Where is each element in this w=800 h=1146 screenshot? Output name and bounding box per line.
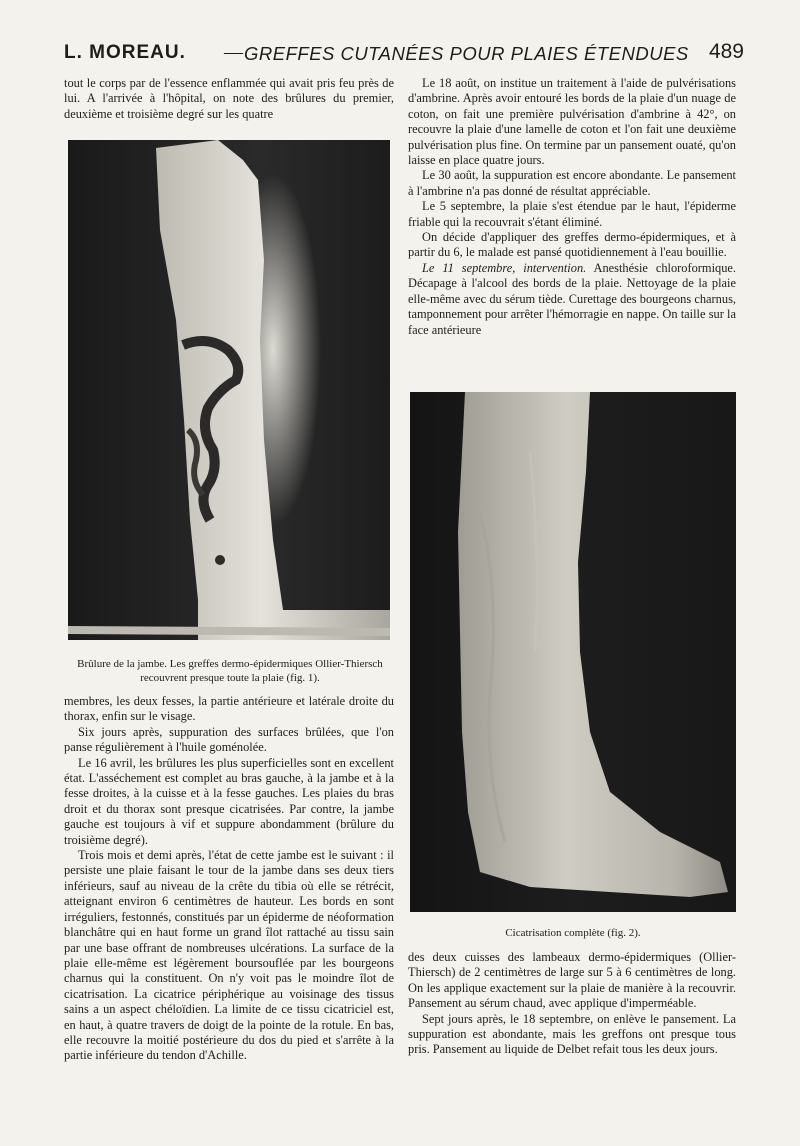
running-header <box>64 42 744 72</box>
header-author: L. MOREAU. <box>64 42 186 63</box>
leg-illustration-2 <box>410 392 736 912</box>
right-column-bottom <box>408 950 736 1058</box>
paragraph: membres, les deux fesses, la partie antérieure et latérale droite du thorax, enfin sur le visage. <box>64 694 394 724</box>
leg-illustration-1 <box>68 140 390 640</box>
paragraph: Le 5 septembre, la plaie s'est étendue par le haut, l'épiderme friable qui la recouvrait s'étant éliminé. <box>408 199 736 229</box>
right-column-top <box>408 76 736 338</box>
paragraph-intervention <box>408 261 736 338</box>
paragraph: Le 30 août, la suppuration est encore abondante. Le pansement à l'ambrine n'a pas donné de résultat appréciable. <box>408 168 736 198</box>
page-number: 489 <box>708 40 744 63</box>
paragraph: Le 18 août, on institue un traitement à l'aide de pulvérisations d'ambrine. Après avoir entouré les bords de la plaie d'un nuage de coton, on fait une première pulvérisation d'ambrine à 42°, on recouvre la plaie d'une lamelle de coton et l'on fait une deuxième pulvérisation plus fine. On termine par un pansement ouaté, qu'on laisse en place quatre jours. <box>408 76 736 168</box>
left-column-top <box>64 76 394 122</box>
left-column-bottom <box>64 694 394 1064</box>
paragraph: Six jours après, suppuration des surfaces brûlées, que l'on panse régulièrement à l'huile goménolée. <box>64 724 394 755</box>
figure-1-caption: Brûlure de la jambe. Les greffes dermo-épidermiques Ollier-Thiersch recouvrent presque toute la plaie (fig. 1). <box>77 658 383 684</box>
paragraph: Trois mois et demi après, l'état de cette jambe est le suivant : il persiste une plaie faisant le tour de la jambe dans ses deux tiers inférieurs, sauf au niveau de la crête du tibia où elle se rétrécit, atteignant environ 6 centimètres de hauteur. Les bords en sont irréguliers, festonnés, constitués par un épiderme de néoformation blanchâtre qui en haut forme un grand îlot rattaché au tissu sain par une base offrant de nombreuses ulcérations. La surface de la plaie elle-même est légèrement boursouflée par les bourgeons charnus qui la constituent. On n'y voit pas le moindre îlot de cicatrisation. La cicatrice périphérique au voisinage des tissus sains a un aspect chéloïdien. La limite de ce tissu cicatriciel est, en haut, à quatre travers de doigt de la pointe de la rotule. En bas, elle recouvre la moitié postérieure du dos du pied et s'arrête à la partie inférieure du tendon d'Achille. <box>64 848 394 1063</box>
paragraph: des deux cuisses des lambeaux dermo-épidermiques (Ollier-Thiersch) de 2 centimètres de large sur 5 à 6 centimètres de long. On les applique exactement sur la plaie de manière à la recouvrir. Pansement au sérum chaud, avec applique d'imperméable. <box>408 950 736 1011</box>
paragraph: On décide d'appliquer des greffes dermo-épidermiques, et à partir du 6, le malade est pansé quotidiennement à l'eau bouillie. <box>408 230 736 260</box>
intervention-text: Anesthésie chloroformique. Décapage à l'alcool des bords de la plaie. Nettoyage de la plaie elle-même avec du sérum tiède. Curettage des bourgeons charnus, tamponnement pour arrêter l'hémorragie en nappe. On taille sur la face antérieure <box>408 260 736 337</box>
figure-2-healed-leg-photo <box>410 392 736 912</box>
figure-1-burned-leg-photo <box>68 140 390 640</box>
paragraph: Le 16 avril, les brûlures les plus superficielles sont en excellent état. L'asséchement est complet au bras gauche, à la jambe et à la fesse droites, à la cuisse et à la fesse gauches. Les plaies du bras droit et du thorax sont presque cicatrisées. Par contre, la jambe gauche est toujours à vif et suppure abondamment (brûlure du troisième degré). <box>64 755 394 847</box>
paragraph: tout le corps par de l'essence enflammée qui avait pris feu près de lui. A l'arrivée à l'hôpital, on note des brûlures du premier, deuxième et troisième degré sur les quatre <box>64 76 394 121</box>
header-title: GREFFES CUTANÉES POUR PLAIES ÉTENDUES <box>244 43 689 64</box>
intervention-lead: Le 11 septembre, intervention. <box>422 260 587 275</box>
figure-2-caption: Cicatrisation complète (fig. 2). <box>505 927 641 939</box>
header-dash: — <box>224 42 243 63</box>
paragraph: Sept jours après, le 18 septembre, on enlève le pansement. La suppuration est abondante, mais les greffons ont presque tous pris. Pansement au liquide de Delbet refait tous les deux jours. <box>408 1011 736 1057</box>
